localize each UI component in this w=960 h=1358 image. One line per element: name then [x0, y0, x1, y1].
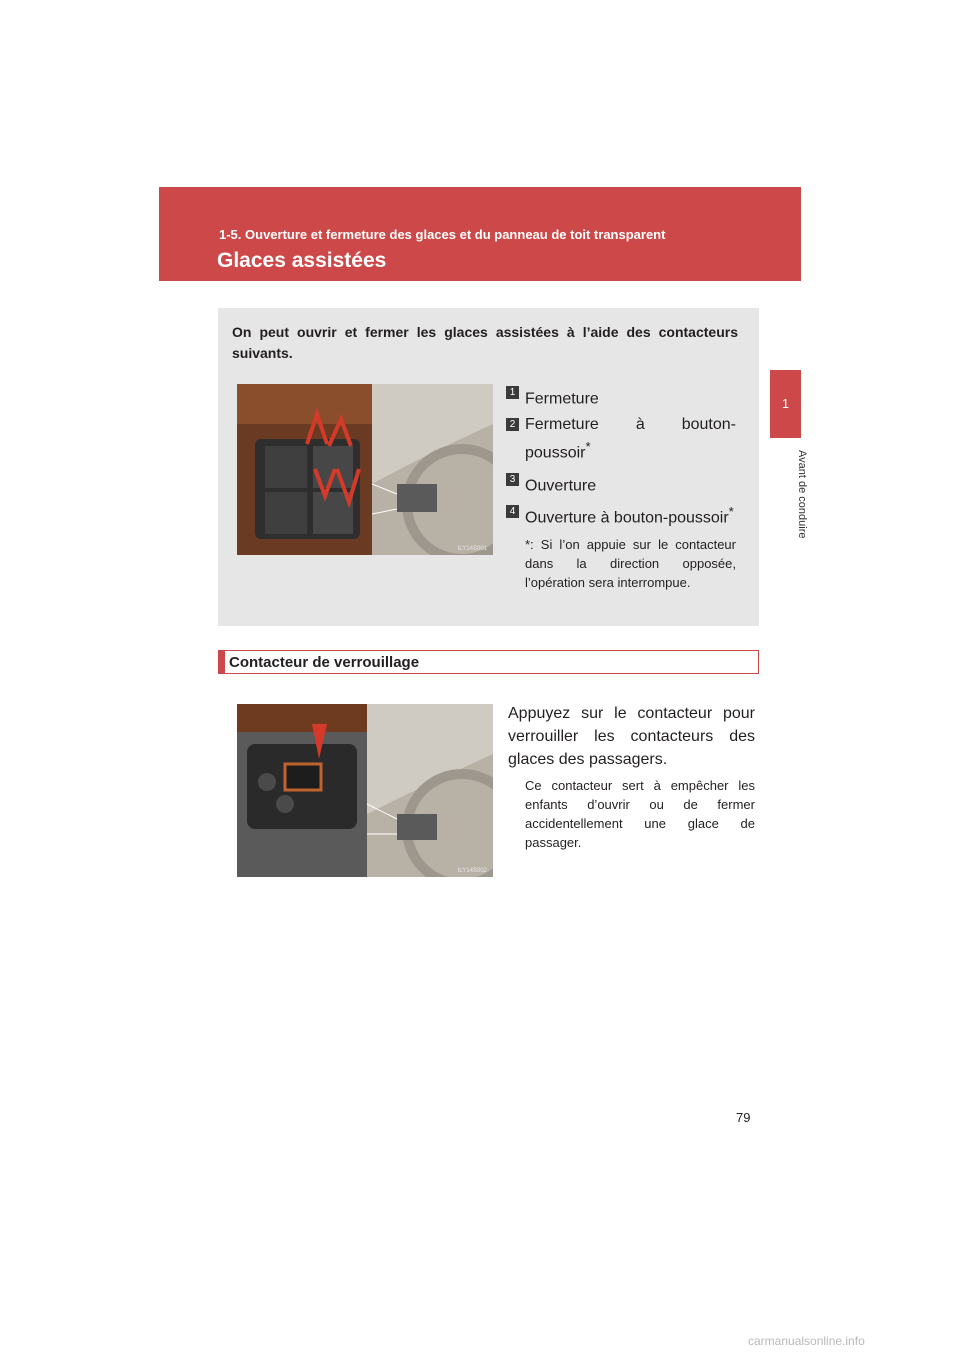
- lock-switch-text: Appuyez sur le contacteur pour verrouiller les contacteurs des glaces des passagers.: [508, 705, 755, 768]
- lock-switch-illustration: [237, 704, 493, 877]
- lock-switch-heading: Contacteur de verrouillage: [218, 650, 759, 674]
- item-number: 2: [506, 418, 519, 431]
- window-switch-illustration: [237, 384, 493, 555]
- item-star: *: [585, 439, 591, 455]
- footnote: *: Si l’on appuie sur le contacteur dans la direction opposée, l’opération sera interrompue.: [525, 537, 736, 591]
- list-item: [506, 501, 736, 529]
- section-title: 1-5. Ouverture et fermeture des glaces et du panneau de toit transparent: [219, 227, 666, 242]
- list-item: [506, 414, 736, 464]
- page-number: 79: [736, 1110, 751, 1125]
- item-text: Fermeture: [525, 390, 599, 408]
- list-item: [506, 469, 736, 497]
- watermark: carmanualsonline.info: [748, 1334, 865, 1348]
- window-switch-photo: [237, 384, 493, 555]
- intro-text: On peut ouvrir et fermer les glaces assistées à l’aide des contacteurs suivants.: [232, 324, 738, 361]
- item-star: *: [728, 503, 734, 519]
- intro-box: [218, 308, 759, 626]
- item-number: 3: [506, 473, 519, 486]
- item-text: Fermeture à bouton-poussoir: [525, 416, 736, 462]
- chapter-tab: 1: [770, 370, 801, 438]
- item-text: Ouverture: [525, 476, 597, 494]
- item-list: [506, 382, 736, 592]
- item-text: Ouverture à bouton-poussoir: [525, 509, 729, 527]
- chapter-header: [159, 187, 801, 281]
- lock-switch-photo: [237, 704, 493, 877]
- item-number: 4: [506, 505, 519, 518]
- item-number: 1: [506, 386, 519, 399]
- photo-code: ILY14S002: [457, 868, 487, 874]
- list-item: [506, 382, 736, 410]
- chapter-tab-label: Avant de conduire: [796, 450, 808, 539]
- page-title: Glaces assistées: [217, 249, 387, 272]
- lock-switch-note: Ce contacteur sert à empêcher les enfants d’ouvrir ou de fermer accidentellement une glace de passager.: [525, 778, 755, 850]
- photo-code: ILY14S001: [457, 546, 487, 552]
